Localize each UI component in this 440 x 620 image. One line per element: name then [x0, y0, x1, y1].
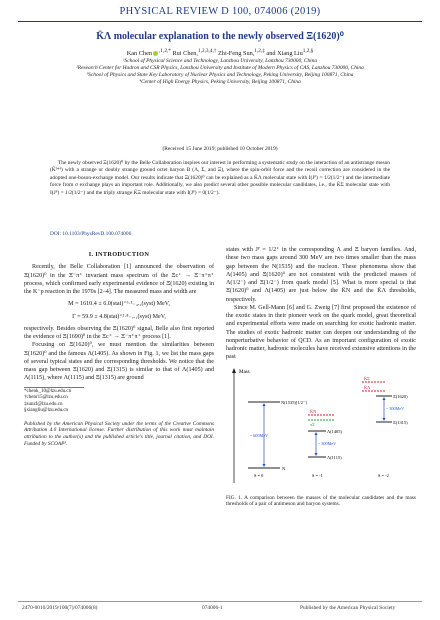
label-pi-sigma: πΣ	[310, 421, 315, 427]
label-kbar-n: K̄N	[310, 408, 317, 414]
section-heading: I. INTRODUCTION	[88, 251, 150, 258]
paragraph: Recently, the Belle Collaboration [1] announced the observation of Ξ(1620)⁰ in the Ξ⁻π⁺ invariant mass spectrum of the Ξc⁺ → Ξ⁻π⁺π⁺ process, which confirmed early experimental evidence of Ξ(1620) existing in the K⁻p reaction in the 1970s [2–4]. The measured mass and width are	[24, 264, 214, 295]
mass-diagram	[226, 365, 416, 493]
label-x1315: Ξ(1315)	[393, 419, 408, 425]
left-column	[24, 246, 214, 448]
author-list	[20, 48, 420, 57]
affiliation-line: ³School of Physics and State Key Laboratory of Nuclear Physics and Technology, Peking University, Beijing 100871, China	[86, 72, 354, 79]
affiliation-line: ²Research Center for Hadron and CSR Physics, Lanzhou University and Institute of Modern Physics of CAS, Lanzhou 730000, China	[76, 65, 364, 72]
author-affil-marks: ,1,2,*	[159, 48, 171, 54]
footnote-email[interactable]: *chenk_10@lzu.edu.cn	[24, 389, 72, 394]
label-kbar-lambda: K̄Λ	[364, 384, 371, 390]
affiliation-line: ¹School of Physical Science and Technology, Lanzhou University, Lanzhou 730000, China	[122, 58, 318, 64]
arrow-head-icon	[383, 397, 386, 400]
label-s0: S = 0	[254, 472, 264, 478]
arrow-head-icon	[383, 418, 386, 421]
running-head: PHYSICAL REVIEW D 100, 074006 (2019)	[119, 6, 321, 17]
label-nucleon: N	[282, 465, 286, 471]
paragraph: Focusing on Ξ(1620)⁰, we must mention the similarities between Ξ(1620)⁰ and the famous Λ(1405). As shown in Fig. 1, we list the mass gaps of several typical states and the corresponding thresholds. We notice that the mass gap between Ξ(1620) and Ξ(1315) is similar to that of Λ(1405) and Λ(1115), where Λ(1115) and Ξ(1315) are ground	[24, 342, 214, 382]
figure-caption: FIG. 1. A comparison between the masses of the molecular candidates and the mass thresholds of a pair of antimeson and baryon systems.	[226, 494, 416, 508]
footnote-email[interactable]: ‡sunzf@lzu.edu.cn	[24, 401, 63, 407]
footnotes	[24, 389, 214, 415]
author-name: Kan Chen	[126, 50, 153, 58]
arrow-head-icon	[315, 453, 318, 456]
label-x1620: Ξ(1620)	[393, 393, 408, 399]
footer-page: 074006-1	[202, 605, 223, 611]
paper-title: K̄Λ molecular explanation to the newly observed Ξ(1620)⁰	[96, 31, 344, 42]
axis-label: Mass	[239, 369, 250, 375]
abstract: The newly observed Ξ(1620)⁰ by the Belle Collaboration inspires our interest in performing a systematic study on the interaction of an antistrange meson (K̄⁽*⁾) with a strange or doubly strange ground octet baryon B (Λ, Σ, and Ξ), where the spin-orbit force and the recoil correction are considered in the adopted one-boson-exchange model. Our results indicate that Ξ(1620)⁰ can be explained as a K̄Λ molecular state with I(Jᴾ) = 1/2(1/2⁻) and the intermediate force from σ exchange plays an important role. Additionally, we also predict several other possible molecular candidates, i.e., the K̄Σ molecular state with I(Jᴾ) = 1/2(1/2⁻) and the triply strange K̄Ξ molecular state with I(Jᴾ) = 0(1/2⁻).	[50, 160, 390, 196]
author-name: Zhi-Feng Sun,	[216, 50, 255, 58]
affiliations	[30, 58, 410, 86]
arrow-head-icon	[263, 464, 266, 467]
arrow-head-icon	[263, 403, 266, 406]
author-affil-marks: 1,2,3,4,†	[198, 48, 217, 54]
arrow-head-icon	[315, 432, 318, 435]
equation-mass: M = 1610.4 ± 6.0(stat)⁺⁶·¹₋₄.₂(syst) MeV,	[68, 301, 170, 308]
label-s1: S = -1	[312, 472, 323, 478]
label-n1535: N(1535)[1/2⁻]	[281, 399, 307, 405]
label-gap-600: ~ 600MeV	[250, 432, 269, 438]
paragraph: Since M. Gell-Mann [6] and G. Zweig [7] first proposed the existence of the exotic states in their pioneer work on the quark model, great theoretical and experimental efforts were made on searching for exotic hadronic matter. The studies of exotic hadronic matter can deepen our understanding of the nonperturbative behavior of QCD. As an important configuration of exotic hadronic matter, hadronic molecules have received extensive attentions in the past	[226, 304, 416, 361]
footnote-rule	[24, 387, 84, 388]
author-name: Rui Chen,	[170, 50, 198, 58]
orcid-icon[interactable]	[153, 51, 158, 56]
equation-width: Γ = 59.9 ± 4.8(stat)⁺²·⁸₋₇.₁(syst) MeV,	[72, 313, 166, 320]
label-kbar-sigma: K̄Σ	[364, 375, 370, 381]
label-gap-300a: ~ 300MeV	[318, 440, 337, 446]
footnote-email[interactable]: §xiangliu@lzu.edu.cn	[24, 408, 69, 414]
license-notice: Published by the American Physical Society under the terms of the Creative Commons Attribution 4.0 International license. Further distribution of this work must maintain attribution to the author(s) and the published article's title, journal citation, and DOI. Funded by SCOAP³.	[24, 420, 214, 448]
header-rule	[18, 21, 422, 22]
axis-arrow-icon	[232, 368, 236, 373]
label-s2: S = -2	[378, 472, 389, 478]
label-l1115: Λ(1115)	[327, 454, 342, 460]
footnote-email[interactable]: †chenr15@lzu.edu.cn	[24, 395, 68, 401]
label-l1405: Λ(1405)	[327, 428, 342, 434]
footer-issn: 2470-0010/2019/100(7)/074006(8)	[22, 605, 98, 611]
received-date: (Received 15 June 2019; published 10 October 2019)	[162, 146, 278, 152]
paragraph: states with Jᴾ = 1/2⁺ in the corresponding Λ and Ξ baryon families. And, these two mass gaps around 300 MeV are two times smaller than the mass gap between the N(1535) and the nucleon. These phenomena show that Λ(1405) and Ξ(1620)⁰ are not consistent with the predicted masses of Λ(1/2⁻) and Ξ(1/2⁻) from quark model [5]. What is more special is that Ξ(1620)⁰ and Λ(1405) are just below the K̄N and the K̄Λ thresholds, respectively.	[226, 247, 416, 303]
author-name: and Xiang Liu	[264, 50, 303, 58]
affiliation-line: ⁴Center of High Energy Physics, Peking University, Beijing 100871, China	[139, 79, 301, 86]
doi-link[interactable]: DOI: 10.1103/PhysRevD.100.074006	[50, 231, 132, 237]
right-column	[226, 246, 416, 508]
footer-rule	[18, 601, 422, 602]
author-affil-marks: 1,2,‡	[254, 48, 265, 54]
footer-publisher: Published by the American Physical Society	[300, 605, 396, 611]
author-affil-marks: 1,2,§	[302, 48, 314, 54]
paragraph: respectively. Besides observing the Ξ(1620)⁰ signal, Belle also first reported the evidence of Ξ(1690)⁰ in the Ξc⁺ → Ξ⁻π⁺π⁺ process [1].	[24, 325, 214, 340]
figure-1	[226, 365, 416, 493]
label-gap-300b: ~ 300MeV	[386, 405, 405, 411]
